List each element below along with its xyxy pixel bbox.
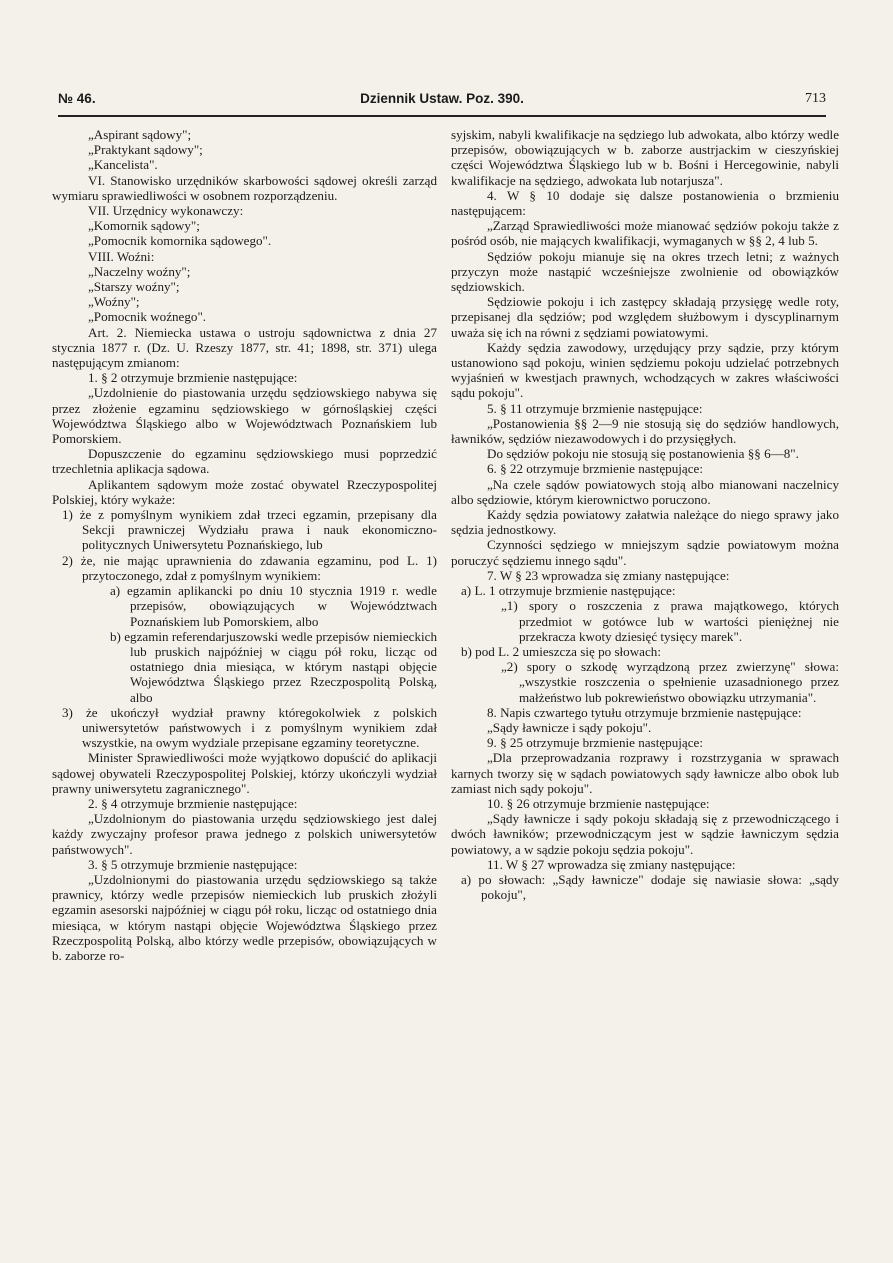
paragraph: 3. § 5 otrzymuje brzmienie następujące: xyxy=(88,856,298,872)
paragraph: „Sądy ławnicze i sądy pokoju". xyxy=(487,719,652,735)
paragraph: 6. § 22 otrzymuje brzmienie następujące: xyxy=(487,461,703,477)
paragraph: „Uzdolnionym do piastowania urzędu sędziowskiego jest dalej każdy zwyczajny profesor prawa jednego z polskich uniwersytetów państwowych". xyxy=(52,811,437,857)
paragraph: Minister Sprawiedliwości może wyjątkowo dopuścić do aplikacji sądowej obywateli Rzeczypospolitej Polskiej, którzy ukończyli wydział prawny uniwersytetu zagranicznego". xyxy=(52,750,437,796)
paragraph: syjskim, nabyli kwalifikacje na sędziego lub adwokata, albo którzy wedle przepisów, obowiązujących w b. zaborze austrjackim w cieszyńskiej części Województwa Śląskiego lub w b. Bośni i Hercegowinie, nabyli kwalifikacje na sędziego, adwokata lub notarjusza". xyxy=(451,127,839,188)
paragraph: Art. 2. Niemiecka ustawa o ustroju sądownictwa z dnia 27 stycznia 1877 r. (Dz. U. Rzeszy 1877, str. 41; 1898, str. 371) ulega następującym zmianom: xyxy=(52,324,437,371)
paragraph: 9. § 25 otrzymuje brzmienie następujące: xyxy=(487,735,703,751)
paragraph: 1. § 2 otrzymuje brzmienie następujące: xyxy=(88,370,298,386)
paragraph: „Sądy ławnicze i sądy pokoju składają się z przewodniczącego i dwóch ławników; przewodniczącym jest w sądzie ławniczym sędzia powiatowy, a w sądzie pokoju sędzia pokoju". xyxy=(451,811,839,857)
paragraph: 11. W § 27 wprowadza się zmiany następujące: xyxy=(487,856,736,872)
paragraph: „2) spory o szkodę wyrządzoną przez zwierzynę" słowa: „wszystkie roszczenia o spełnienie uzasadnionego przez małżeństwo lub pokrewieństwo obowiązku utrzymania". xyxy=(501,659,839,705)
paragraph: 10. § 26 otrzymuje brzmienie następujące: xyxy=(487,795,710,811)
paragraph: 7. W § 23 wprowadza się zmiany następujące: xyxy=(487,567,730,583)
paragraph: „Zarząd Sprawiedliwości może mianować sędziów pokoju także z pośród osób, nie mających kwalifikacji, wymaganych w §§ 2, 4 lub 5. xyxy=(451,218,839,249)
paragraph: Każdy sędzia powiatowy załatwia należące do niego sprawy jako sędzia jednostkowy. xyxy=(451,507,839,538)
paragraph: „Dla przeprowadzania rozprawy i rozstrzygania w sprawach karnych tworzy się w sądach powiatowych sądy ławnicze albo obok lub zamiast nich sądy pokoju". xyxy=(451,750,839,796)
paragraph: Czynności sędziego w mniejszym sądzie powiatowym można poruczyć sędziemu innego sądu". xyxy=(451,537,839,568)
paragraph: a) po słowach: „Sądy ławnicze" dodaje się nawiasie słowa: „sądy pokoju", xyxy=(461,871,839,903)
paragraph: 4. W § 10 dodaje się dalsze postanowienia o brzmieniu następującem: xyxy=(451,187,839,219)
paragraph: Każdy sędzia zawodowy, urzędujący przy sądzie, przy którym ustanowiono sąd pokoju, winien sędziemu pokoju udzielać potrzebnych wyjaśnień w kwestjach prawnych, wchodzących w zakres właściwości sądu pokoju". xyxy=(451,339,839,401)
paragraph: Dopuszczenie do egzaminu sędziowskiego musi poprzedzić trzechletnia aplikacja sądowa. xyxy=(52,446,437,477)
paragraph: VI. Stanowisko urzędników skarbowości sądowej określi zarząd wymiaru sprawiedliwości w osobnem rozporządzeniu. xyxy=(52,172,437,203)
left-column xyxy=(52,127,437,963)
paragraph: 2. § 4 otrzymuje brzmienie następujące: xyxy=(88,795,298,811)
paragraph: „Kancelista". xyxy=(88,157,158,173)
paragraph: Sędziów pokoju mianuje się na okres trzech letni; z ważnych przyczyn może nastąpić wcześniejsze zwolnienie od obowiązków sędziowskich. xyxy=(451,248,839,295)
paragraph: 8. Napis czwartego tytułu otrzymuje brzmienie następujące: xyxy=(487,704,802,720)
paragraph: a) egzamin aplikancki po dniu 10 stycznia 1919 r. wedle przepisów, obowiązujących w Województwach Poznańskiem lub Pomorskiem, albo xyxy=(110,583,437,629)
paragraph: VIII. Woźni: xyxy=(88,248,155,264)
paragraph: „Pomocnik komornika sądowego". xyxy=(88,233,272,249)
paragraph: „Uzdolnionymi do piastowania urzędu sędziowskiego są także prawnicy, którzy wedle przepisów niemieckich lub pruskich złożyli egzamin asesorski najpóźniej w ciągu pół roku, licząc od ostatniego dnia miesiąca, w którym nastąpi objęcie Województwa Śląskiego przez Rzeczpospolitą Polską, albo którzy wedle przepisów, obowiązujących w b. zaborze ro- xyxy=(52,871,437,963)
paragraph: „Komornik sądowy"; xyxy=(88,218,200,234)
page-number: 713 xyxy=(805,91,826,106)
issue-number: № 46. xyxy=(58,91,96,106)
paragraph: „Pomocnik woźnego". xyxy=(88,309,207,325)
paragraph: Aplikantem sądowym może zostać obywatel Rzeczypospolitej Polskiej, który wykaże: xyxy=(52,476,437,507)
paragraph: 3) że ukończył wydział prawny któregokolwiek z polskich uniwersytetów państwowych i z pomyślnym wynikiem zdał wszystkie, na owym wydziale przepisane egzaminy teoretyczne. xyxy=(62,704,437,751)
paragraph: a) L. 1 otrzymuje brzmienie następujące: xyxy=(461,583,676,599)
paragraph: „Na czele sądów powiatowych stoją albo mianowani naczelnicy albo sędziowie, którym kierownictwo poruczono. xyxy=(451,476,839,507)
page-header xyxy=(58,91,826,109)
paragraph: 2) że, nie mając uprawnienia do zdawania egzaminu, pod L. 1) przytoczonego, zdał z pomyślnym wynikiem: xyxy=(62,552,437,583)
paragraph: „Uzdolnienie do piastowania urzędu sędziowskiego nabywa się przez złożenie egzaminu sędziowskiego w górnośląskiej części Województwa Śląskiego albo w Województwach Poznańskiem lub Pomorskiem. xyxy=(52,385,437,447)
paragraph: „Woźny"; xyxy=(88,294,140,310)
header-rule xyxy=(58,115,826,117)
paragraph: Sędziowie pokoju i ich zastępcy składają przysięgę wedle roty, przepisanej dla sędziów; pod względem służbowym i dyscyplinarnym uważa się ich na równi z sędziami powiatowymi. xyxy=(451,294,839,340)
paragraph: „1) spory o roszczenia z prawa majątkowego, których przedmiot w gotówce lub w wartości pieniężnej nie przekracza kwoty dziesięć tysięcy marek". xyxy=(501,598,839,644)
paragraph: 5. § 11 otrzymuje brzmienie następujące: xyxy=(487,400,703,416)
paragraph: b) pod L. 2 umieszcza się po słowach: xyxy=(461,643,661,659)
right-column xyxy=(451,127,839,902)
paragraph: „Praktykant sądowy"; xyxy=(88,142,203,158)
paragraph: 1) że z pomyślnym wynikiem zdał trzeci egzamin, przepisany dla Sekcji prawniczej Wydziału prawa i nauk ekonomiczno-politycznych Uniwersytetu Poznańskiego, lub xyxy=(62,507,437,553)
paragraph: b) egzamin referendarjuszowski wedle przepisów niemieckich lub pruskich najpóźniej w ciągu pół roku, licząc od ostatniego dnia miesiąca, w którym nastąpi objęcie Województwa Śląskiego przez Rzeczpospolitą Polską, albo xyxy=(110,628,437,705)
paragraph: „Starszy woźny"; xyxy=(88,279,180,295)
paragraph: Do sędziów pokoju nie stosują się postanowienia §§ 6—8". xyxy=(487,446,799,462)
paragraph: „Naczelny woźny"; xyxy=(88,263,191,279)
paragraph: „Postanowienia §§ 2—9 nie stosują się do sędziów handlowych, ławników, sędziów niezawodowych i do przysięgłych. xyxy=(451,415,839,447)
paragraph: „Aspirant sądowy"; xyxy=(88,127,192,142)
paragraph: VII. Urzędnicy wykonawczy: xyxy=(88,203,244,219)
journal-title: Dziennik Ustaw. Poz. 390. xyxy=(360,91,524,106)
